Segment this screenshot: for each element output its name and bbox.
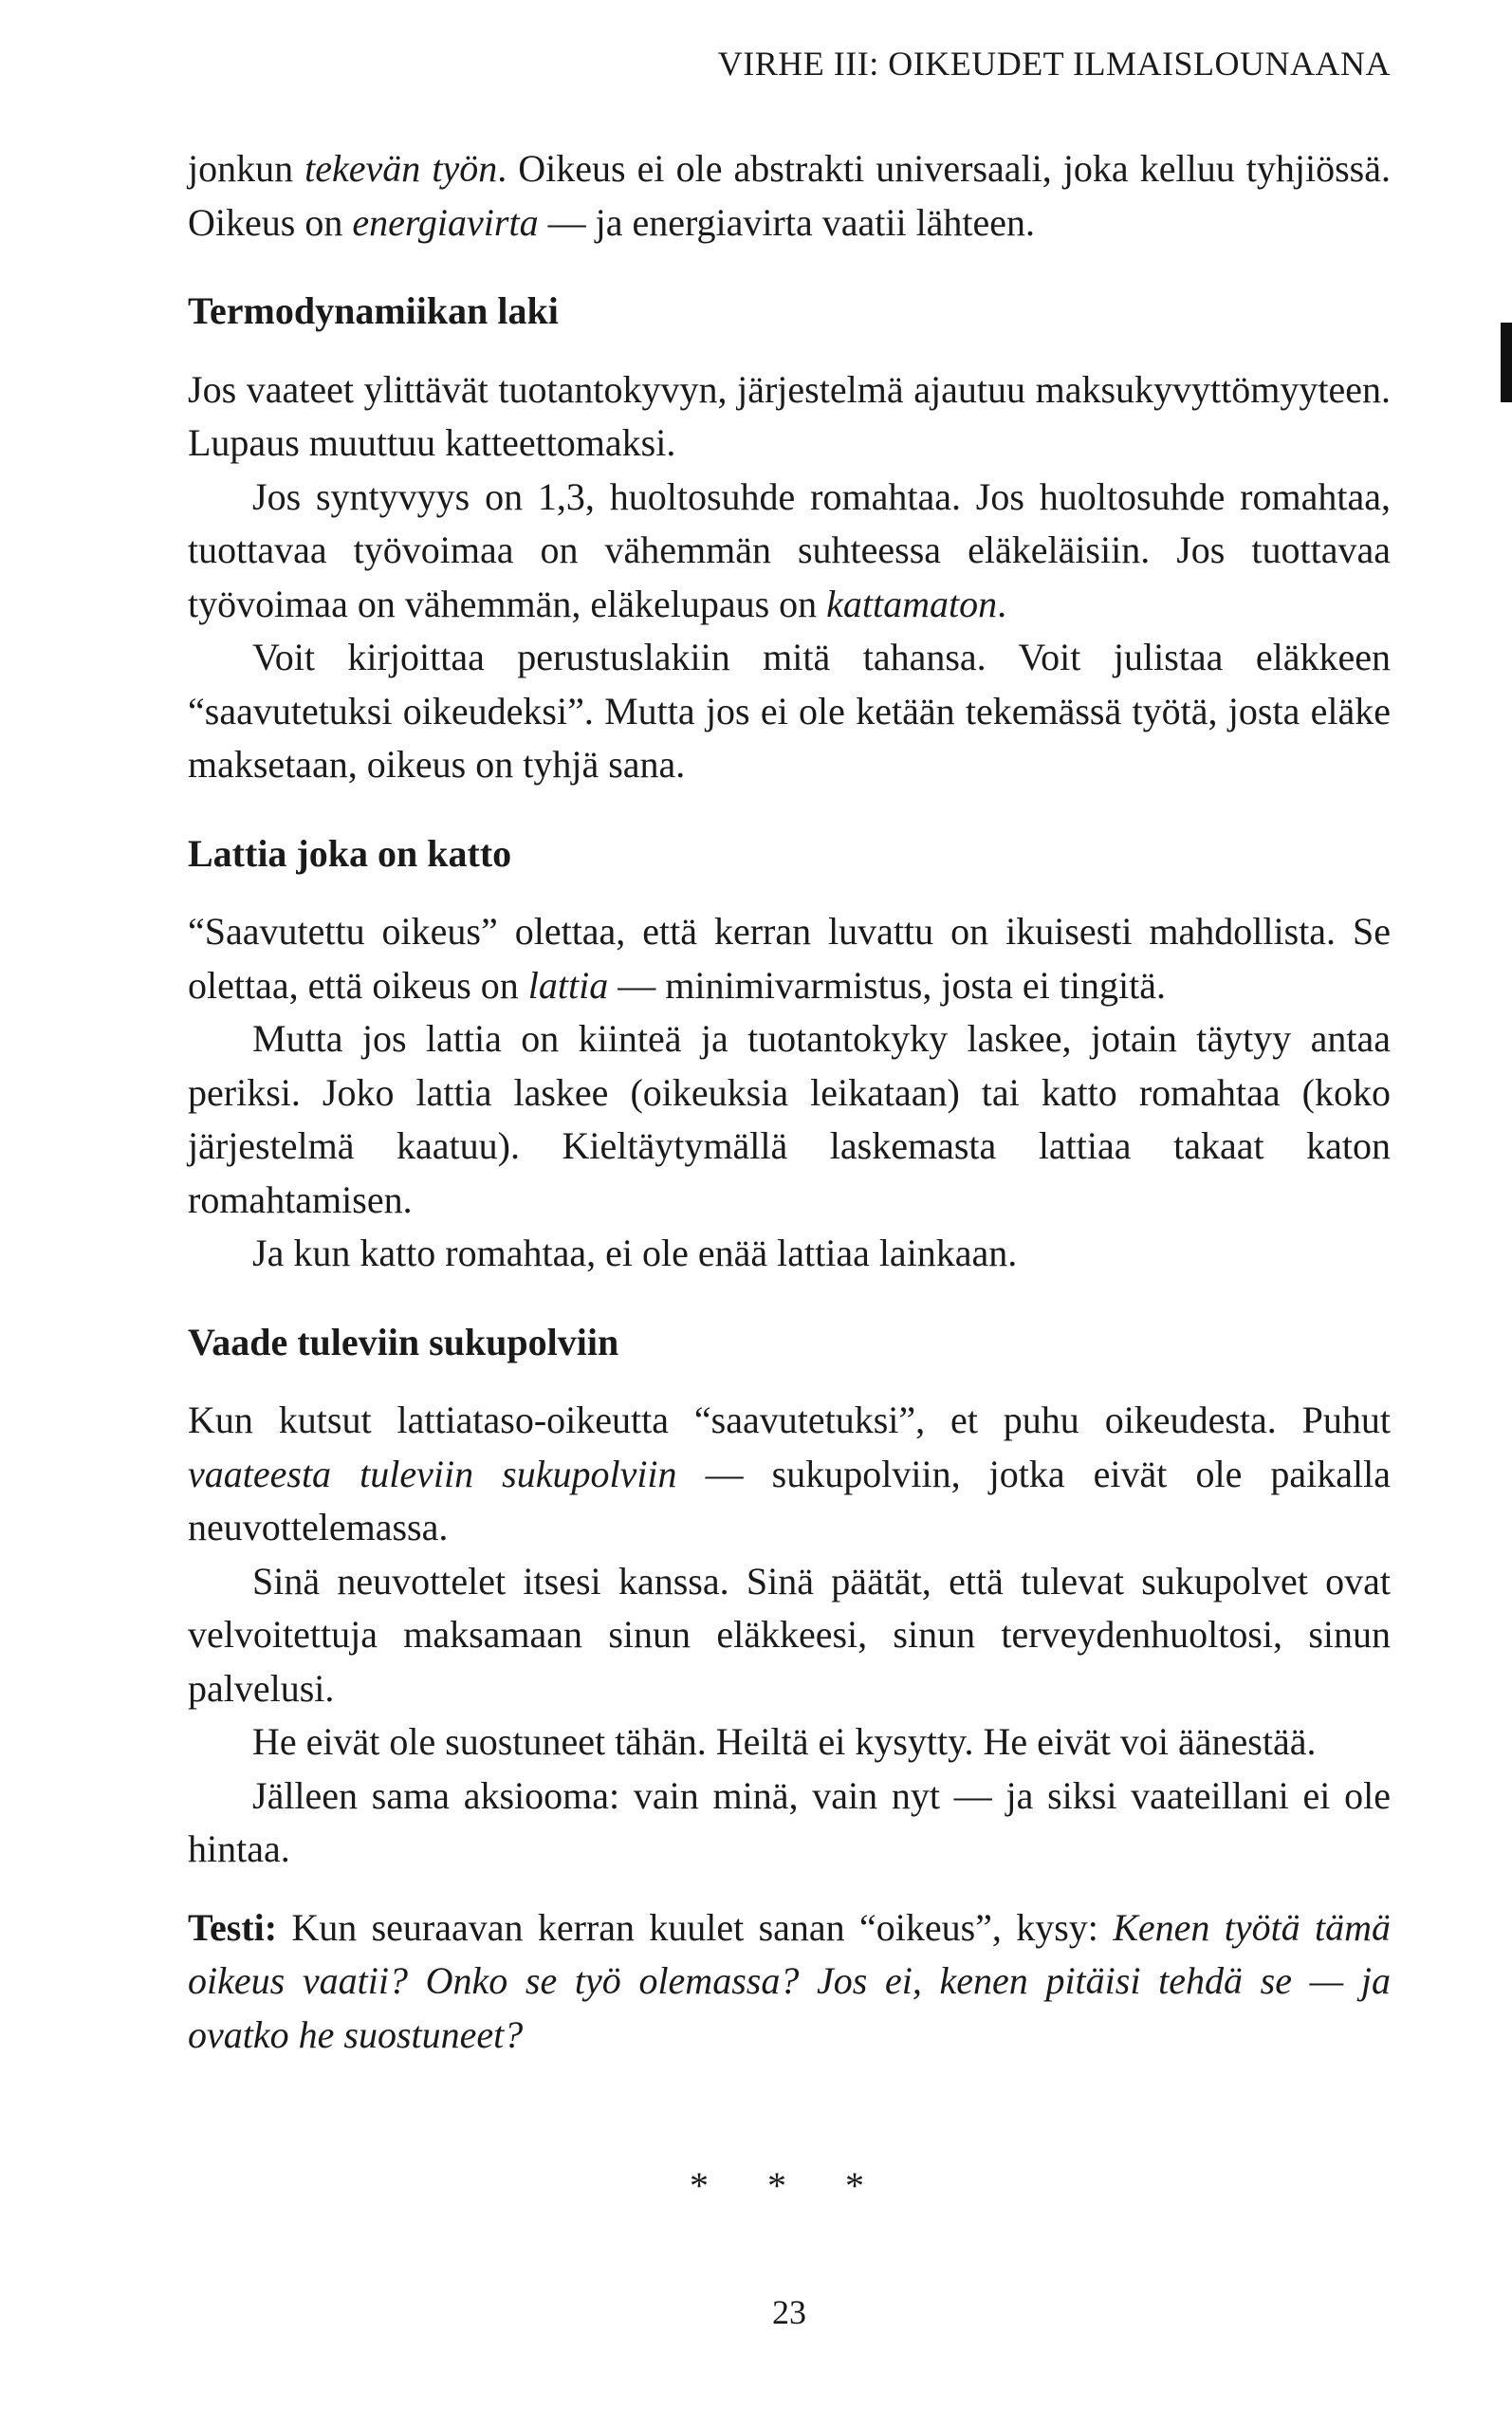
test-question: Kenen työtä tämä oikeus vaatii? Onko se työ olemassa? Jos ei, kenen pitäisi tehdä se — ja ovatko he suostuneet? (188, 1905, 1391, 2056)
section2-p1-emphasis: lattia (527, 963, 609, 1007)
section3-paragraph-4: Jälleen sama aksiooma: vain minä, vain nyt — ja siksi vaateillani ei ole hintaa. (188, 1773, 1391, 1870)
test-box (188, 1901, 1391, 2063)
intro-text-3: — ja energiavirta vaatii lähteen. (538, 200, 1036, 244)
section-divider: * * * (690, 2164, 889, 2207)
section-heading-future-generations: Vaade tuleviin sukupolviin (188, 1320, 619, 1363)
section3-paragraph-3: He eivät ole suostuneet tähän. Heiltä ei kysytty. He eivät voi äänestää. (252, 1720, 1317, 1763)
section2-paragraph-2: Mutta jos lattia on kiinteä ja tuotantokyky laskee, jotain täytyy antaa periksi. Joko lattia laskee (oikeuksia leikataan) tai katto romahtaa (koko järjestelmä kaatuu). Kieltäytymällä laskemasta lattiaa takaat katon romahtamisen. (188, 1017, 1391, 1221)
section1-p2-end: . (997, 582, 1007, 625)
section3-p1-emphasis: vaateesta tuleviin sukupolviin (188, 1452, 677, 1495)
section1-p2-emphasis: kattamaton (826, 582, 998, 625)
section-heading-floor-ceiling: Lattia joka on katto (188, 831, 512, 875)
intro-text-1: jonkun (188, 147, 305, 190)
body-text (188, 142, 1391, 2062)
running-header: VIRHE III: OIKEUDET ILMAISLOUNAANA (717, 45, 1391, 83)
section3-p1-text: Kun kutsut lattiataso-oikeutta “saavutetuksi”, et puhu oikeudesta. Puhut (188, 1399, 1391, 1441)
section3-paragraph-2: Sinä neuvottelet itsesi kanssa. Sinä päätät, että tulevat sukupolvet ovat velvoitettuja maksamaan sinun eläkkeesi, sinun terveydenhuoltosi, sinun palvelusi. (188, 1559, 1391, 1710)
intro-paragraph (188, 142, 1391, 250)
section2-paragraph-1 (188, 905, 1391, 1012)
section1-paragraph-3: Voit kirjoittaa perustuslakiin mitä tahansa. Voit julistaa eläkkeen “saavutetuksi oikeudeksi”. Mutta jos ei ole ketään tekemässä työtä, josta eläke maksetaan, oikeus on tyhjä sana. (188, 636, 1391, 786)
section2-p1-text: “Saavutettu oikeus” olettaa, että kerran luvattu on ikuisesti mahdollista. Se olettaa, että oikeus on (188, 910, 1391, 1007)
section1-paragraph-1: Jos vaateet ylittävät tuotantokyvyn, järjestelmä ajautuu maksukyvyttömyyteen. Lupaus muuttuu katteettomaksi. (188, 367, 1391, 464)
intro-emphasis-2: energiavirta (352, 200, 539, 244)
intro-text-2: . Oikeus ei ole abstrakti universaali, joka kelluu tyhjiössä. Oikeus on (188, 147, 1391, 244)
section1-p2-text: Jos syntyvyys on 1,3, huoltosuhde romahtaa. Jos huoltosuhde romahtaa, tuottavaa työvoimaa on vähemmän suhteessa eläkeläisiin. Jos tuottavaa työvoimaa on vähemmän, eläkelupaus on (188, 474, 1391, 625)
section2-paragraph-3: Ja kun katto romahtaa, ei ole enää lattiaa lainkaan. (252, 1232, 1018, 1274)
section2-p1-end: — minimivarmistus, josta ei tingitä. (608, 963, 1166, 1007)
section1-paragraph-2 (188, 471, 1391, 632)
section-heading-thermodynamics: Termodynamiikan laki (188, 289, 559, 332)
section3-p1-end: — sukupolviin, jotka eivät ole paikalla neuvottelemassa. (188, 1452, 1391, 1548)
book-page (188, 0, 1391, 2409)
page-number: 23 (772, 2293, 806, 2331)
intro-emphasis-1: tekevän työn (304, 147, 498, 190)
thumb-index-mark (1501, 323, 1512, 402)
test-label: Testi: (188, 1905, 278, 1949)
test-text: Kun seuraavan kerran kuulet sanan “oikeus”, kysy: (277, 1905, 1114, 1949)
section3-paragraph-1 (188, 1394, 1391, 1555)
